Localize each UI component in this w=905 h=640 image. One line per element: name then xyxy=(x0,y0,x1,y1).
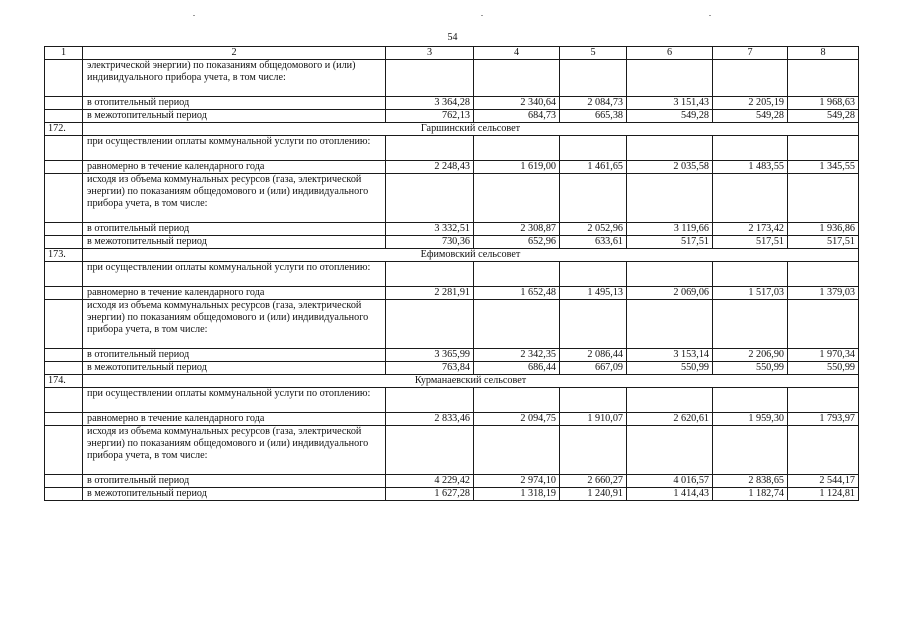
row-number xyxy=(45,488,83,501)
value-cell: 2 094,75 xyxy=(474,413,560,426)
table-row xyxy=(45,300,859,349)
value-cell xyxy=(788,388,859,413)
value-cell xyxy=(474,262,560,287)
value-cell xyxy=(474,426,560,475)
row-description: в межотопительный период xyxy=(83,488,386,501)
row-description: в отопительный период xyxy=(83,223,386,236)
table-row xyxy=(45,349,859,362)
value-cell: 2 084,73 xyxy=(560,97,627,110)
value-cell: 2 340,64 xyxy=(474,97,560,110)
value-cell xyxy=(788,136,859,161)
value-cell: 1 345,55 xyxy=(788,161,859,174)
row-description: при осуществлении оплаты коммунальной услуги по отоплению: xyxy=(83,262,386,287)
value-cell: 2 620,61 xyxy=(627,413,713,426)
value-cell: 2 833,46 xyxy=(386,413,474,426)
value-cell: 2 206,90 xyxy=(713,349,788,362)
column-number-cell: 2 xyxy=(83,47,386,60)
value-cell: 2 173,42 xyxy=(713,223,788,236)
table-row xyxy=(45,287,859,300)
row-description: электрической энергии) по показаниям общедомового и (или) индивидуального прибора учета, в том числе: xyxy=(83,60,386,97)
value-cell: 686,44 xyxy=(474,362,560,375)
value-cell: 2 205,19 xyxy=(713,97,788,110)
value-cell: 1 959,30 xyxy=(713,413,788,426)
value-cell: 1 627,28 xyxy=(386,488,474,501)
value-cell: 1 240,91 xyxy=(560,488,627,501)
value-cell xyxy=(386,426,474,475)
table-row xyxy=(45,475,859,488)
value-cell: 2 069,06 xyxy=(627,287,713,300)
value-cell xyxy=(386,300,474,349)
scan-speck xyxy=(481,15,483,16)
value-cell xyxy=(386,388,474,413)
value-cell: 1 483,55 xyxy=(713,161,788,174)
row-description: в отопительный период xyxy=(83,475,386,488)
value-cell: 3 119,66 xyxy=(627,223,713,236)
value-cell: 2 974,10 xyxy=(474,475,560,488)
row-number xyxy=(45,287,83,300)
row-description: в отопительный период xyxy=(83,349,386,362)
row-description: исходя из объема коммунальных ресурсов (газа, электрической энергии) по показаниям общедомового и (или) индивидуального прибора учета, в том числе: xyxy=(83,426,386,475)
table-row xyxy=(45,161,859,174)
row-number xyxy=(45,362,83,375)
value-cell: 1 793,97 xyxy=(788,413,859,426)
value-cell: 517,51 xyxy=(713,236,788,249)
value-cell: 2 342,35 xyxy=(474,349,560,362)
column-number-cell: 3 xyxy=(386,47,474,60)
table-row xyxy=(45,60,859,97)
page-number: 54 xyxy=(447,32,458,43)
value-cell: 4 016,57 xyxy=(627,475,713,488)
table-row xyxy=(45,262,859,287)
scan-speck xyxy=(709,15,711,16)
row-description: исходя из объема коммунальных ресурсов (газа, электрической энергии) по показаниям общедомового и (или) индивидуального прибора учета, в том числе: xyxy=(83,174,386,223)
value-cell xyxy=(560,300,627,349)
value-cell xyxy=(713,426,788,475)
value-cell: 549,28 xyxy=(788,110,859,123)
value-cell: 2 248,43 xyxy=(386,161,474,174)
section-row xyxy=(45,123,859,136)
row-number xyxy=(45,223,83,236)
value-cell xyxy=(713,388,788,413)
row-description: в межотопительный период xyxy=(83,362,386,375)
value-cell: 1 414,43 xyxy=(627,488,713,501)
value-cell xyxy=(627,60,713,97)
row-description: в межотопительный период xyxy=(83,110,386,123)
section-number: 172. xyxy=(45,123,83,136)
row-description: равномерно в течение календарного года xyxy=(83,161,386,174)
row-number xyxy=(45,97,83,110)
value-cell xyxy=(713,136,788,161)
value-cell: 550,99 xyxy=(788,362,859,375)
value-cell: 684,73 xyxy=(474,110,560,123)
value-cell: 2 544,17 xyxy=(788,475,859,488)
value-cell: 3 364,28 xyxy=(386,97,474,110)
table-row xyxy=(45,362,859,375)
value-cell: 2 086,44 xyxy=(560,349,627,362)
value-cell xyxy=(474,136,560,161)
row-description: исходя из объема коммунальных ресурсов (газа, электрической энергии) по показаниям общедомового и (или) индивидуального прибора учета, в том числе: xyxy=(83,300,386,349)
value-cell: 1 968,63 xyxy=(788,97,859,110)
value-cell xyxy=(627,426,713,475)
column-number-cell: 5 xyxy=(560,47,627,60)
value-cell: 4 229,42 xyxy=(386,475,474,488)
value-cell: 1 379,03 xyxy=(788,287,859,300)
value-cell xyxy=(627,136,713,161)
section-row xyxy=(45,375,859,388)
value-cell: 1 936,86 xyxy=(788,223,859,236)
value-cell: 1 652,48 xyxy=(474,287,560,300)
scan-speck xyxy=(193,15,195,16)
value-cell: 549,28 xyxy=(713,110,788,123)
value-cell xyxy=(713,262,788,287)
value-cell xyxy=(560,388,627,413)
row-number xyxy=(45,236,83,249)
table-row xyxy=(45,426,859,475)
table-row xyxy=(45,136,859,161)
value-cell xyxy=(386,262,474,287)
value-cell xyxy=(386,174,474,223)
value-cell: 550,99 xyxy=(713,362,788,375)
value-cell xyxy=(627,388,713,413)
row-number xyxy=(45,413,83,426)
row-number xyxy=(45,349,83,362)
value-cell: 517,51 xyxy=(788,236,859,249)
column-number-cell: 6 xyxy=(627,47,713,60)
value-cell: 1 318,19 xyxy=(474,488,560,501)
value-cell xyxy=(788,174,859,223)
row-number xyxy=(45,136,83,161)
value-cell: 549,28 xyxy=(627,110,713,123)
row-description: равномерно в течение календарного года xyxy=(83,413,386,426)
value-cell xyxy=(386,136,474,161)
value-cell: 1 970,34 xyxy=(788,349,859,362)
value-cell xyxy=(713,300,788,349)
value-cell: 2 308,87 xyxy=(474,223,560,236)
value-cell: 517,51 xyxy=(627,236,713,249)
value-cell: 3 151,43 xyxy=(627,97,713,110)
column-number-cell: 4 xyxy=(474,47,560,60)
value-cell xyxy=(560,136,627,161)
value-cell xyxy=(474,388,560,413)
column-number-cell: 7 xyxy=(713,47,788,60)
table-row xyxy=(45,97,859,110)
value-cell: 763,84 xyxy=(386,362,474,375)
row-description: равномерно в течение календарного года xyxy=(83,287,386,300)
value-cell xyxy=(560,426,627,475)
value-cell xyxy=(788,262,859,287)
column-number-header xyxy=(45,47,859,60)
value-cell xyxy=(627,174,713,223)
row-number xyxy=(45,475,83,488)
value-cell xyxy=(560,262,627,287)
value-cell: 1 124,81 xyxy=(788,488,859,501)
value-cell: 1 461,65 xyxy=(560,161,627,174)
value-cell: 3 365,99 xyxy=(386,349,474,362)
value-cell: 730,36 xyxy=(386,236,474,249)
table-row xyxy=(45,413,859,426)
table-row xyxy=(45,388,859,413)
section-title: Гаршинский сельсовет xyxy=(83,123,859,136)
value-cell: 667,09 xyxy=(560,362,627,375)
value-cell xyxy=(713,60,788,97)
row-number xyxy=(45,388,83,413)
value-cell: 652,96 xyxy=(474,236,560,249)
value-cell: 3 332,51 xyxy=(386,223,474,236)
value-cell: 1 910,07 xyxy=(560,413,627,426)
value-cell xyxy=(788,426,859,475)
row-number xyxy=(45,110,83,123)
value-cell: 633,61 xyxy=(560,236,627,249)
column-number-cell: 1 xyxy=(45,47,83,60)
value-cell xyxy=(386,60,474,97)
row-number xyxy=(45,60,83,97)
value-cell xyxy=(627,300,713,349)
row-description: при осуществлении оплаты коммунальной услуги по отоплению: xyxy=(83,388,386,413)
table-row xyxy=(45,488,859,501)
section-title: Курманаевский сельсовет xyxy=(83,375,859,388)
row-description: при осуществлении оплаты коммунальной услуги по отоплению: xyxy=(83,136,386,161)
section-number: 174. xyxy=(45,375,83,388)
value-cell xyxy=(788,60,859,97)
value-cell: 1 182,74 xyxy=(713,488,788,501)
section-number: 173. xyxy=(45,249,83,262)
value-cell: 2 052,96 xyxy=(560,223,627,236)
table-row xyxy=(45,110,859,123)
section-row xyxy=(45,249,859,262)
section-title: Ефимовский сельсовет xyxy=(83,249,859,262)
row-number xyxy=(45,262,83,287)
table-row xyxy=(45,223,859,236)
column-number-cell: 8 xyxy=(788,47,859,60)
value-cell: 665,38 xyxy=(560,110,627,123)
value-cell xyxy=(474,174,560,223)
row-description: в отопительный период xyxy=(83,97,386,110)
value-cell xyxy=(560,174,627,223)
row-number xyxy=(45,161,83,174)
table-body xyxy=(45,47,859,501)
table-row xyxy=(45,174,859,223)
value-cell: 2 838,65 xyxy=(713,475,788,488)
table-row xyxy=(45,236,859,249)
value-cell xyxy=(474,300,560,349)
row-description: в межотопительный период xyxy=(83,236,386,249)
value-cell: 762,13 xyxy=(386,110,474,123)
row-number xyxy=(45,426,83,475)
value-cell xyxy=(560,60,627,97)
value-cell: 2 035,58 xyxy=(627,161,713,174)
value-cell: 2 660,27 xyxy=(560,475,627,488)
value-cell: 550,99 xyxy=(627,362,713,375)
value-cell: 1 495,13 xyxy=(560,287,627,300)
value-cell: 1 619,00 xyxy=(474,161,560,174)
row-number xyxy=(45,174,83,223)
tariff-table xyxy=(44,46,859,501)
value-cell xyxy=(713,174,788,223)
value-cell xyxy=(627,262,713,287)
value-cell xyxy=(788,300,859,349)
value-cell xyxy=(474,60,560,97)
value-cell: 3 153,14 xyxy=(627,349,713,362)
value-cell: 1 517,03 xyxy=(713,287,788,300)
value-cell: 2 281,91 xyxy=(386,287,474,300)
row-number xyxy=(45,300,83,349)
